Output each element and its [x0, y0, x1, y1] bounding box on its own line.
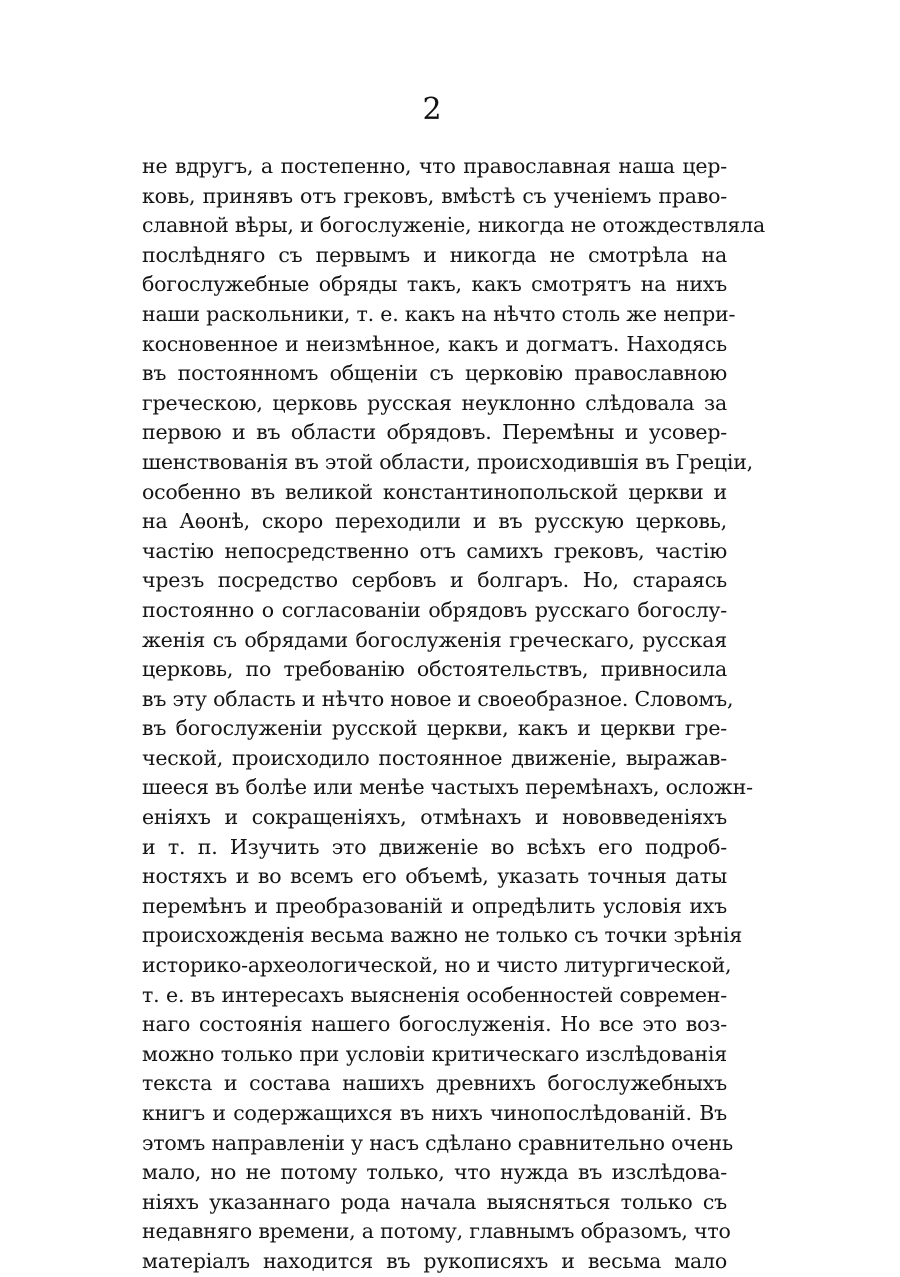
text-line: ковь, принявъ отъ грековъ, вмѣстѣ съ ученіемъ право- — [142, 183, 727, 208]
text-line: постоянно о согласованіи обрядовъ русскаго богослу- — [142, 597, 727, 622]
text-line: наши раскольники, т. е. какъ на нѣчто столь же непри- — [142, 301, 736, 326]
text-line: ческой, происходило постоянное движеніе, выражав- — [142, 745, 727, 770]
text-line: т. е. въ интересахъ выясненія особенностей современ- — [142, 982, 727, 1007]
text-line: особенно въ великой константинопольской церкви и — [142, 479, 727, 504]
text-line: шенствованія въ этой области, происходившія въ Греціи, — [142, 449, 753, 474]
body-text — [142, 152, 766, 1277]
text-line: женія съ обрядами богослуженія греческаго, русская — [142, 627, 727, 652]
text-line: шееся въ болѣе или менѣе частыхъ перемѣнахъ, осложн- — [142, 775, 753, 800]
text-line: не вдругъ, а постепенно, что православная наша цер- — [142, 154, 727, 178]
text-line: ностяхъ и во всемъ его объемѣ, указать точныя даты — [142, 864, 727, 889]
text-line: историко-археологической, но и чисто литургической, — [142, 953, 732, 978]
text-line: можно только при условіи критическаго изслѣдованія — [142, 1041, 727, 1066]
text-line: церковь, по требованію обстоятельствъ, привносила — [142, 657, 727, 682]
text-line: частію непосредственно отъ самихъ грековъ, частію — [142, 538, 727, 563]
text-line: славной вѣры, и богослуженіе, никогда не отождествляла — [142, 213, 766, 238]
text-line: недавняго времени, а потому, главнымъ образомъ, что — [142, 1219, 731, 1244]
text-line: ніяхъ указаннаго рода начала выясняться только съ — [142, 1189, 727, 1214]
text-line: мало, но не потому только, что нужда въ изслѣдова- — [142, 1160, 727, 1185]
text-line: происхожденія весьма важно не только съ точки зрѣнія — [142, 923, 743, 948]
text-line: этомъ направленіи у насъ сдѣлано сравнительно очень — [142, 1130, 733, 1155]
text-line: текста и состава нашихъ древнихъ богослужебныхъ — [142, 1071, 727, 1096]
text-line: въ эту область и нѣчто новое и своеобразное. Словомъ, — [142, 686, 734, 711]
text-line: въ богослуженіи русской церкви, какъ и церкви гре- — [142, 716, 727, 741]
text-line: послѣдняго съ первымъ и никогда не смотрѣла на — [142, 242, 727, 267]
text-line: еніяхъ и сокращеніяхъ, отмѣнахъ и нововведеніяхъ — [142, 805, 727, 830]
text-line: на Аѳонѣ, скоро переходили и въ русскую церковь, — [142, 509, 727, 534]
page-number: 2 — [422, 92, 442, 127]
text-line: богослужебные обряды такъ, какъ смотрятъ на нихъ — [142, 272, 727, 297]
text-line: книгъ и содержащихся въ нихъ чинопослѣдованій. Въ — [142, 1101, 727, 1125]
text-line: матеріалъ находится въ рукописяхъ и весьма мало — [142, 1248, 727, 1273]
text-line: первою и въ области обрядовъ. Перемѣны и усовер- — [142, 420, 727, 445]
text-line: перемѣнъ и преобразованій и опредѣлить условія ихъ — [142, 893, 727, 918]
text-line: наго состоянія нашего богослуженія. Но все это воз- — [142, 1012, 727, 1037]
text-line: и т. п. Изучить это движеніе во всѣхъ его подроб- — [142, 834, 727, 859]
text-line: чрезъ посредство сербовъ и болгаръ. Но, стараясь — [142, 568, 727, 593]
text-line: косновенное и неизмѣнное, какъ и догматъ. Находясь — [142, 331, 727, 356]
text-line: греческою, церковь русская неуклонно слѣдовала за — [142, 390, 727, 415]
text-line: въ постоянномъ общеніи съ церковію православною — [142, 361, 727, 386]
